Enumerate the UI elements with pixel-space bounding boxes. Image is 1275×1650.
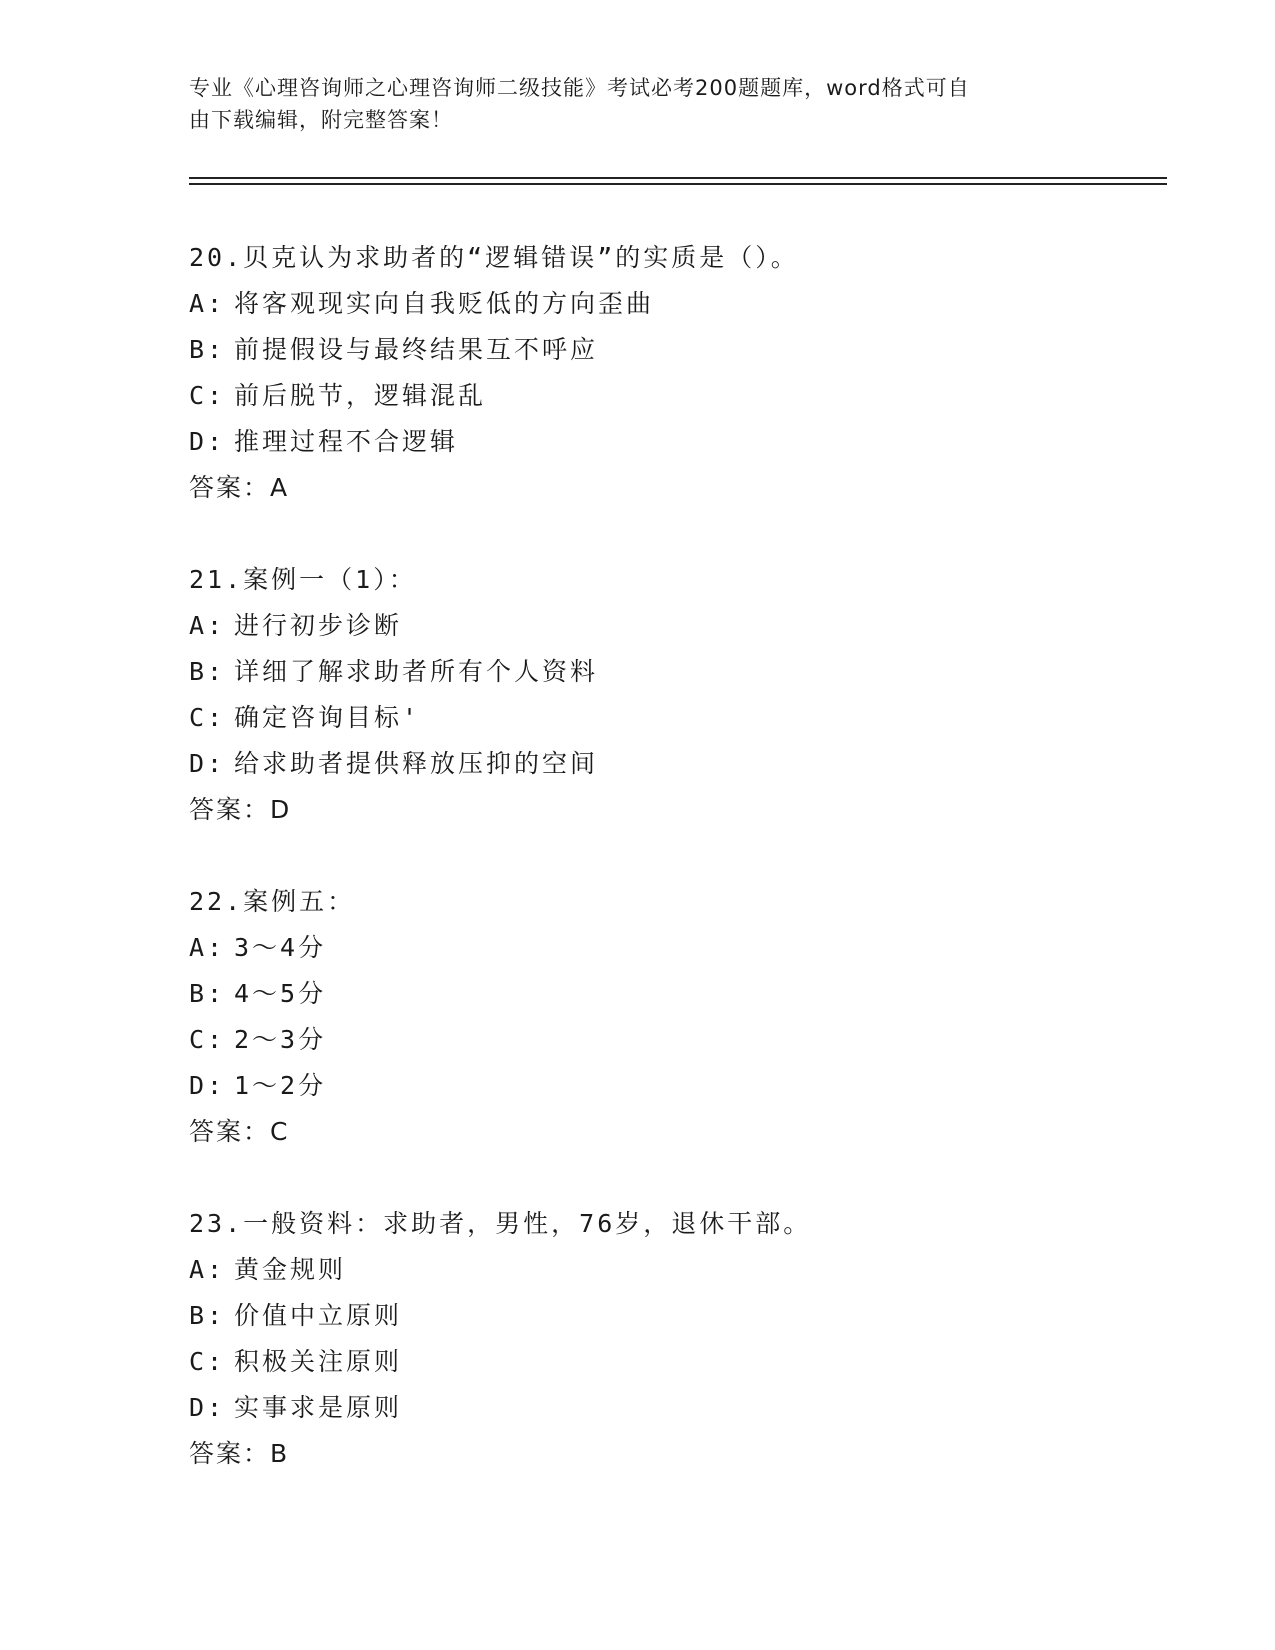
option-letter: D: xyxy=(189,1393,226,1422)
question-block xyxy=(189,1201,1169,1477)
option-text: 4～5分 xyxy=(234,979,327,1008)
option-letter: A: xyxy=(189,933,226,962)
question-stem: 21.案例一（1）： xyxy=(189,565,417,594)
answer-line: 答案：D xyxy=(189,795,292,824)
question-stem: 22.案例五： xyxy=(189,887,356,916)
option-a xyxy=(189,603,1169,649)
option-text: 将客观现实向自我贬低的方向歪曲 xyxy=(234,289,655,318)
option-letter: C: xyxy=(189,1347,226,1376)
option-letter: B: xyxy=(189,335,226,364)
question-stem: 23.一般资料：求助者，男性，76岁，退休干部。 xyxy=(189,1209,812,1238)
header-divider-bottom xyxy=(189,183,1167,185)
option-letter: A: xyxy=(189,289,226,318)
option-d xyxy=(189,1385,1169,1431)
option-d xyxy=(189,419,1169,465)
option-letter: A: xyxy=(189,611,226,640)
header-divider-top xyxy=(189,177,1167,179)
option-text: 给求助者提供释放压抑的空间 xyxy=(234,749,599,778)
option-text: 3～4分 xyxy=(234,933,327,962)
option-a xyxy=(189,925,1169,971)
option-text: 进行初步诊断 xyxy=(234,611,403,640)
option-letter: D: xyxy=(189,749,226,778)
option-d xyxy=(189,741,1169,787)
option-letter: D: xyxy=(189,1071,226,1100)
option-letter: C: xyxy=(189,703,226,732)
option-c xyxy=(189,695,1169,741)
option-text: 实事求是原则 xyxy=(234,1393,403,1422)
question-block xyxy=(189,879,1169,1155)
option-b xyxy=(189,327,1169,373)
option-text: 2～3分 xyxy=(234,1025,327,1054)
option-letter: A: xyxy=(189,1255,226,1284)
option-d xyxy=(189,1063,1169,1109)
answer-line: 答案：B xyxy=(189,1439,290,1468)
option-letter: C: xyxy=(189,381,226,410)
option-text: 1～2分 xyxy=(234,1071,327,1100)
option-b xyxy=(189,649,1169,695)
option-c xyxy=(189,1017,1169,1063)
header-line-1: 专业《心理咨询师之心理咨询师二级技能》考试必考200题题库，word格式可自 xyxy=(189,76,970,100)
option-a xyxy=(189,281,1169,327)
header-line-2: 由下载编辑，附完整答案！ xyxy=(189,108,453,132)
option-letter: B: xyxy=(189,1301,226,1330)
answer-line: 答案：A xyxy=(189,473,290,502)
option-text: 价值中立原则 xyxy=(234,1301,403,1330)
question-block xyxy=(189,235,1169,511)
option-text: 黄金规则 xyxy=(234,1255,347,1284)
option-c xyxy=(189,1339,1169,1385)
question-block xyxy=(189,557,1169,833)
option-text: 前提假设与最终结果互不呼应 xyxy=(234,335,599,364)
option-letter: C: xyxy=(189,1025,226,1054)
option-b xyxy=(189,1293,1169,1339)
option-letter: D: xyxy=(189,427,226,456)
option-letter: B: xyxy=(189,657,226,686)
option-c xyxy=(189,373,1169,419)
option-b xyxy=(189,971,1169,1017)
option-letter: B: xyxy=(189,979,226,1008)
document-header xyxy=(189,72,1069,136)
option-text: 详细了解求助者所有个人资料 xyxy=(234,657,599,686)
answer-line: 答案：C xyxy=(189,1117,290,1146)
option-text: 确定咨询目标' xyxy=(234,703,421,732)
option-text: 积极关注原则 xyxy=(234,1347,403,1376)
option-a xyxy=(189,1247,1169,1293)
option-text: 推理过程不合逻辑 xyxy=(234,427,459,456)
option-text: 前后脱节，逻辑混乱 xyxy=(234,381,487,410)
question-stem: 20.贝克认为求助者的“逻辑错误”的实质是（）。 xyxy=(189,243,799,272)
